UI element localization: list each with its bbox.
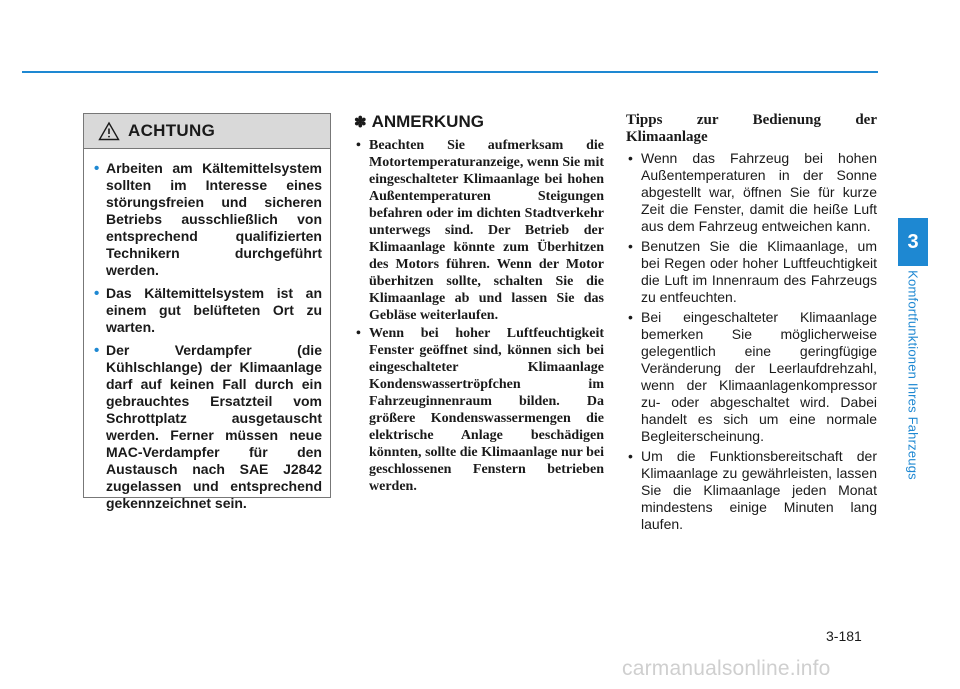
tips-heading	[626, 112, 877, 146]
caution-title: ACHTUNG	[128, 121, 216, 140]
note-item: • Beachten Sie aufmerksam die Motortemperaturanzeige, wenn Sie mit eingeschalteter Klimaanlage bei hohen Außentemperaturen Steigungen befahren oder im dichten Stadtverkehr unterwegs sind. Der Betrieb der Klimaanlage könnte zum Überhitzen des Motors führen. Wenn der Motor überhitzen sollte, schalten Sie die Klimaanlage ab und lassen Sie das Gebläse weiterlaufen.	[369, 137, 604, 324]
caution-item: • Der Verdampfer (die Kühlschlange) der Klimaanlage darf auf keinen Fall durch ein gebrauchtes Ersatzteil vom Schrottplatz ausgetauscht werden. Ferner müssen neue MAC-Verdampfer für den Austausch nach SAE J2842 zugelassen und entsprechend gekennzeichnet sein.	[106, 342, 322, 512]
note-list	[354, 137, 604, 495]
caution-box	[83, 113, 331, 511]
caution-item: • Arbeiten am Kältemittelsystem sollten im Interesse eines störungsfreien und sicheren Betriebs ausschließlich von entsprechend qualifizierten Technikern durchgeführt werden.	[106, 160, 322, 279]
note-item: • Wenn bei hoher Luftfeuchtigkeit Fenster geöffnet sind, können sich bei eingeschalteter Klimaanlage Kondenswassertröpfchen im Fahrzeuginnenraum bilden. Da größere Kondenswassermengen die elektrische Anlage beschädigen könnten, sollte die Klimaanlage nur bei geschlossenen Fenstern betrieben werden.	[369, 325, 604, 495]
chapter-tab: 3	[898, 218, 928, 266]
warning-triangle-icon	[98, 121, 120, 141]
top-rule	[22, 71, 878, 73]
page-number: 3-181	[826, 628, 862, 644]
watermark: carmanualsonline.info	[622, 657, 831, 680]
tips-item: • Um die Funktionsbereitschaft der Klimaanlage zu gewährleisten, lassen Sie die Klimaanlage jeden Monat mindestens einige Minuten lang laufen.	[641, 448, 877, 533]
tips-heading-line2: Klimaanlage	[626, 129, 708, 145]
caution-header	[84, 114, 330, 149]
caution-list	[84, 149, 330, 512]
asterisk-icon: ✽	[354, 114, 367, 131]
tips-item: • Bei eingeschalteter Klimaanlage bemerken Sie möglicherweise gelegentlich eine geringfügige Veränderung der Leerlaufdrehzahl, wenn der Klimaanlagenkompressor zu- oder abgeschaltet wird. Dabei handelt es sich um eine normale Begleiterscheinung.	[641, 309, 877, 445]
note-section	[354, 112, 604, 496]
tips-item: • Benutzen Sie die Klimaanlage, um bei Regen oder hoher Luftfeuchtigkeit die Luft im Innenraum des Fahrzeugs zu entfeuchten.	[641, 238, 877, 306]
tips-section	[626, 112, 877, 536]
tips-heading-line1: Tipps zur Bedienung der	[626, 112, 877, 128]
note-heading	[354, 112, 604, 132]
note-title: ANMERKUNG	[371, 112, 484, 131]
chapter-label: Komfortfunktionen Ihres Fahrzeugs	[905, 270, 921, 480]
tips-item: • Wenn das Fahrzeug bei hohen Außentemperaturen in der Sonne abgestellt war, öffnen Sie für kurze Zeit die Fenster, damit die heiße Luft aus dem Fahrzeug entweichen kann.	[641, 150, 877, 235]
caution-item: • Das Kältemittelsystem ist an einem gut belüfteten Ort zu warten.	[106, 285, 322, 336]
tips-list	[626, 150, 877, 533]
